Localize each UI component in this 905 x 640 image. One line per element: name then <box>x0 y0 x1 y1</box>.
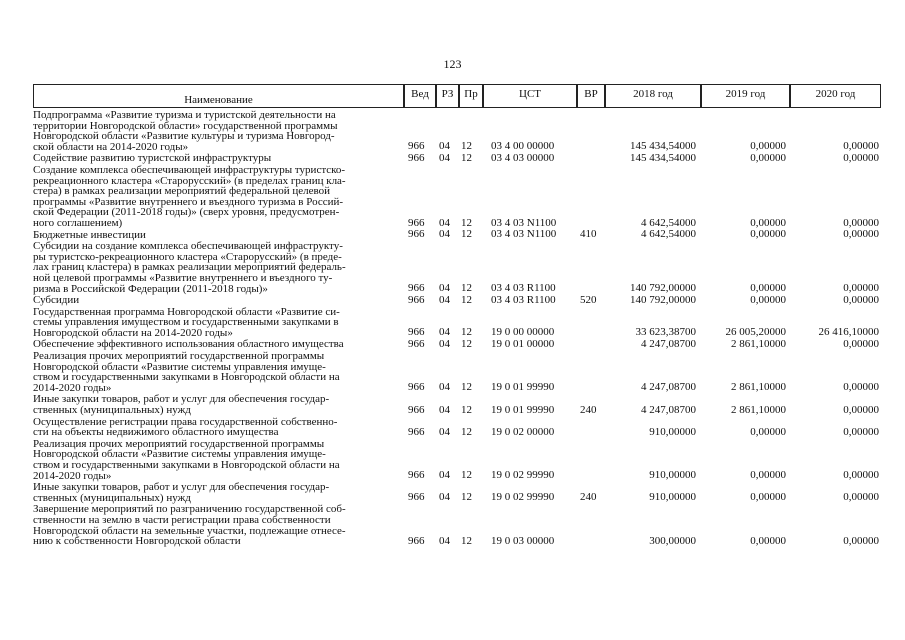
table-row <box>33 152 881 164</box>
value-2020-cell: 0,00000 <box>843 425 879 438</box>
row-name-line: рекреационного кластера «Старорусский» (в пределах границ кла- <box>33 174 346 187</box>
value-2018-cell: 145 434,54000 <box>630 140 696 153</box>
value-2019-cell: 0,00000 <box>750 293 786 306</box>
row-name <box>33 503 395 546</box>
rz-cell: 04 <box>439 381 450 394</box>
value-2020-cell: 0,00000 <box>843 216 879 229</box>
row-name-line: 2014-2020 годы» <box>33 469 112 482</box>
value-2018-cell: 33 623,38700 <box>635 326 696 339</box>
rz-cell: 04 <box>439 403 450 416</box>
cst-cell: 19 0 01 99990 <box>491 381 555 394</box>
rz-cell: 04 <box>439 216 450 229</box>
budget-table-body <box>33 109 881 547</box>
ved-cell: 966 <box>408 425 425 438</box>
value-2018-cell: 300,00000 <box>649 534 696 547</box>
value-2020-cell: 0,00000 <box>843 469 879 482</box>
row-name <box>33 164 395 229</box>
row-name-line: ственных (муниципальных) нужд <box>33 491 191 504</box>
table-row <box>33 350 881 393</box>
ved-cell: 966 <box>408 293 425 306</box>
pr-cell: 12 <box>461 140 472 153</box>
table-row <box>33 438 881 481</box>
vr-cell: 520 <box>580 293 597 306</box>
row-name-line: ры туристско-рекреационного кластера «Старорусский» (в преде- <box>33 250 342 263</box>
value-2019-cell: 0,00000 <box>750 140 786 153</box>
cst-cell: 19 0 02 99990 <box>491 491 555 504</box>
pr-cell: 12 <box>461 151 472 164</box>
ved-cell: 966 <box>408 534 425 547</box>
row-name <box>33 393 395 415</box>
value-2018-cell: 140 792,00000 <box>630 282 696 295</box>
rz-cell: 04 <box>439 338 450 351</box>
header-2020: 2020 год <box>790 84 881 108</box>
value-2020-cell: 0,00000 <box>843 403 879 416</box>
table-row <box>33 338 881 350</box>
row-name-line: ством и государственными закупками в Новгородской области на <box>33 371 340 384</box>
value-2018-cell: 910,00000 <box>649 425 696 438</box>
value-2019-cell: 0,00000 <box>750 228 786 241</box>
row-name-line: Новгородской области «Развитие системы управления имуще- <box>33 360 326 373</box>
header-pr: Пр <box>459 84 483 108</box>
cst-cell: 03 4 03 N1100 <box>491 216 557 229</box>
rz-cell: 04 <box>439 140 450 153</box>
row-name-line: Новгородской области «Развитие системы управления имуще- <box>33 448 326 461</box>
row-name-line: ской Федерации (2011-2018 годы)» (сверх уровня, предусмотрен- <box>33 206 340 219</box>
rz-cell: 04 <box>439 425 450 438</box>
cst-cell: 19 0 03 00000 <box>491 534 555 547</box>
table-header <box>33 84 881 108</box>
row-name-line: Субсидии на создание комплекса обеспечивающей инфраструкту- <box>33 240 343 253</box>
value-2018-cell: 4 247,08700 <box>641 381 696 394</box>
value-2020-cell: 0,00000 <box>843 381 879 394</box>
pr-cell: 12 <box>461 293 472 306</box>
row-name-line: территории Новгородской области» государственной программы <box>33 119 338 132</box>
rz-cell: 04 <box>439 293 450 306</box>
row-name-line: ственных (муниципальных) нужд <box>33 404 191 417</box>
value-2019-cell: 26 005,20000 <box>725 326 786 339</box>
row-name-line: Реализация прочих мероприятий государственной программы <box>33 350 325 363</box>
rz-cell: 04 <box>439 534 450 547</box>
row-name-line: ством и государственными закупками в Новгородской области на <box>33 459 340 471</box>
row-name <box>33 306 395 339</box>
value-2018-cell: 4 247,08700 <box>641 338 696 351</box>
row-name-line: нию к собственности Новгородской области <box>33 535 241 548</box>
row-name-line: Государственная программа Новгородской области «Развитие си- <box>33 305 340 318</box>
value-2019-cell: 0,00000 <box>750 469 786 482</box>
rz-cell: 04 <box>439 326 450 339</box>
table-row <box>33 164 881 229</box>
ved-cell: 966 <box>408 326 425 339</box>
row-name-line: Содействие развитию туристской инфраструктуры <box>33 152 272 165</box>
table-row <box>33 306 881 339</box>
cst-cell: 03 4 03 N1100 <box>491 228 557 241</box>
row-name-line: Обеспечение эффективного использования областного имущества <box>33 338 344 351</box>
pr-cell: 12 <box>461 534 472 547</box>
cst-cell: 03 4 03 R1100 <box>491 293 556 306</box>
pr-cell: 12 <box>461 282 472 295</box>
pr-cell: 12 <box>461 425 472 438</box>
value-2020-cell: 0,00000 <box>843 140 879 153</box>
value-2018-cell: 4 642,54000 <box>641 228 696 241</box>
row-name-line: Бюджетные инвестиции <box>33 228 146 241</box>
pr-cell: 12 <box>461 228 472 241</box>
value-2020-cell: 0,00000 <box>843 282 879 295</box>
row-name-line: ризма в Российской Федерации (2011-2018 годы)» <box>33 282 268 295</box>
pr-cell: 12 <box>461 469 472 482</box>
row-name <box>33 152 395 164</box>
table-row <box>33 416 881 438</box>
header-ved: Вед <box>404 84 436 108</box>
value-2019-cell: 0,00000 <box>750 282 786 295</box>
rz-cell: 04 <box>439 282 450 295</box>
value-2018-cell: 140 792,00000 <box>630 293 696 306</box>
cst-cell: 19 0 01 99990 <box>491 403 555 416</box>
cst-cell: 19 0 01 00000 <box>491 338 555 351</box>
row-name-line: Подпрограмма «Развитие туризма и туристской деятельности на <box>33 109 336 121</box>
value-2018-cell: 145 434,54000 <box>630 151 696 164</box>
ved-cell: 966 <box>408 140 425 153</box>
cst-cell: 19 0 00 00000 <box>491 326 555 339</box>
ved-cell: 966 <box>408 469 425 482</box>
row-name-line: стера) в рамках реализации мероприятий федеральной целевой <box>33 185 330 198</box>
row-name <box>33 438 395 481</box>
vr-cell: 240 <box>580 491 597 504</box>
value-2019-cell: 2 861,10000 <box>731 381 786 394</box>
rz-cell: 04 <box>439 469 450 482</box>
value-2019-cell: 2 861,10000 <box>731 338 786 351</box>
pr-cell: 12 <box>461 326 472 339</box>
pr-cell: 12 <box>461 216 472 229</box>
table-row <box>33 481 881 503</box>
header-cst: ЦСТ <box>483 84 577 108</box>
cst-cell: 03 4 00 00000 <box>491 140 555 153</box>
value-2018-cell: 4 642,54000 <box>641 216 696 229</box>
table-row <box>33 503 881 546</box>
ved-cell: 966 <box>408 282 425 295</box>
row-name <box>33 109 395 152</box>
row-name-line: Иные закупки товаров, работ и услуг для обеспечения государ- <box>33 393 330 406</box>
row-name-line: Новгородской области «Развитие культуры и туризма Новгород- <box>33 130 335 143</box>
row-name-line: сти на объекты недвижимого областного имущества <box>33 426 279 439</box>
page-number: 123 <box>443 57 462 71</box>
table-row <box>33 393 881 415</box>
vr-cell: 240 <box>580 403 597 416</box>
value-2020-cell: 0,00000 <box>843 491 879 504</box>
value-2018-cell: 4 247,08700 <box>641 403 696 416</box>
ved-cell: 966 <box>408 403 425 416</box>
value-2019-cell: 0,00000 <box>750 491 786 504</box>
header-name: Наименование <box>33 84 404 108</box>
value-2019-cell: 0,00000 <box>750 534 786 547</box>
row-name-line: лах границ кластера) в рамках реализации мероприятий федераль- <box>33 261 346 274</box>
row-name-line: программы «Развитие внутреннего и въездного туризма в Россий- <box>33 195 344 208</box>
cst-cell: 19 0 02 00000 <box>491 425 555 438</box>
row-name <box>33 338 395 350</box>
value-2020-cell: 0,00000 <box>843 228 879 241</box>
table-row <box>33 240 881 294</box>
value-2020-cell: 0,00000 <box>843 534 879 547</box>
rz-cell: 04 <box>439 151 450 164</box>
value-2020-cell: 0,00000 <box>843 151 879 164</box>
ved-cell: 966 <box>408 381 425 394</box>
ved-cell: 966 <box>408 491 425 504</box>
vr-cell: 410 <box>580 228 597 241</box>
value-2019-cell: 0,00000 <box>750 151 786 164</box>
value-2019-cell: 0,00000 <box>750 216 786 229</box>
row-name-line: Осуществление регистрации права государственной собственно- <box>33 415 338 428</box>
pr-cell: 12 <box>461 491 472 504</box>
row-name-line: Иные закупки товаров, работ и услуг для обеспечения государ- <box>33 481 330 494</box>
row-name-line: Реализация прочих мероприятий государственной программы <box>33 437 325 450</box>
header-vr: ВР <box>577 84 605 108</box>
ved-cell: 966 <box>408 151 425 164</box>
pr-cell: 12 <box>461 403 472 416</box>
value-2019-cell: 0,00000 <box>750 425 786 438</box>
rz-cell: 04 <box>439 228 450 241</box>
row-name-line: ной целевой программы «Развитие внутреннего и въездного ту- <box>33 271 333 284</box>
cst-cell: 03 4 03 00000 <box>491 151 555 164</box>
row-name <box>33 294 395 306</box>
ved-cell: 966 <box>408 216 425 229</box>
value-2020-cell: 26 416,10000 <box>818 326 879 339</box>
row-name-line: стемы управления имуществом и государственными закупками в <box>33 316 339 329</box>
table-row <box>33 229 881 241</box>
row-name <box>33 240 395 294</box>
table-row <box>33 294 881 306</box>
row-name-line: 2014-2020 годы» <box>33 381 112 394</box>
pr-cell: 12 <box>461 338 472 351</box>
row-name-line: Завершение мероприятий по разграничению государственной соб- <box>33 503 346 516</box>
row-name-line: ного соглашением) <box>33 216 123 229</box>
row-name <box>33 350 395 393</box>
header-2018: 2018 год <box>605 84 701 108</box>
ved-cell: 966 <box>408 338 425 351</box>
value-2018-cell: 910,00000 <box>649 491 696 504</box>
header-rz: РЗ <box>436 84 459 108</box>
row-name <box>33 481 395 503</box>
cst-cell: 03 4 03 R1100 <box>491 282 556 295</box>
value-2020-cell: 0,00000 <box>843 293 879 306</box>
pr-cell: 12 <box>461 381 472 394</box>
cst-cell: 19 0 02 99990 <box>491 469 555 482</box>
row-name-line: Новгородской области на 2014-2020 годы» <box>33 326 233 339</box>
row-name-line: Субсидии <box>33 294 80 307</box>
header-2019: 2019 год <box>701 84 790 108</box>
table-row <box>33 109 881 152</box>
row-name-line: ственности на землю в части регистрации права собственности <box>33 513 331 526</box>
value-2019-cell: 2 861,10000 <box>731 403 786 416</box>
ved-cell: 966 <box>408 228 425 241</box>
row-name <box>33 416 395 438</box>
row-name <box>33 229 395 241</box>
row-name-line: Создание комплекса обеспечивающей инфраструктуры туристско- <box>33 163 346 176</box>
rz-cell: 04 <box>439 491 450 504</box>
row-name-line: ской области на 2014-2020 годы» <box>33 140 189 153</box>
value-2020-cell: 0,00000 <box>843 338 879 351</box>
value-2018-cell: 910,00000 <box>649 469 696 482</box>
row-name-line: Новгородской области на земельные участки, подлежащие отнесе- <box>33 524 346 537</box>
